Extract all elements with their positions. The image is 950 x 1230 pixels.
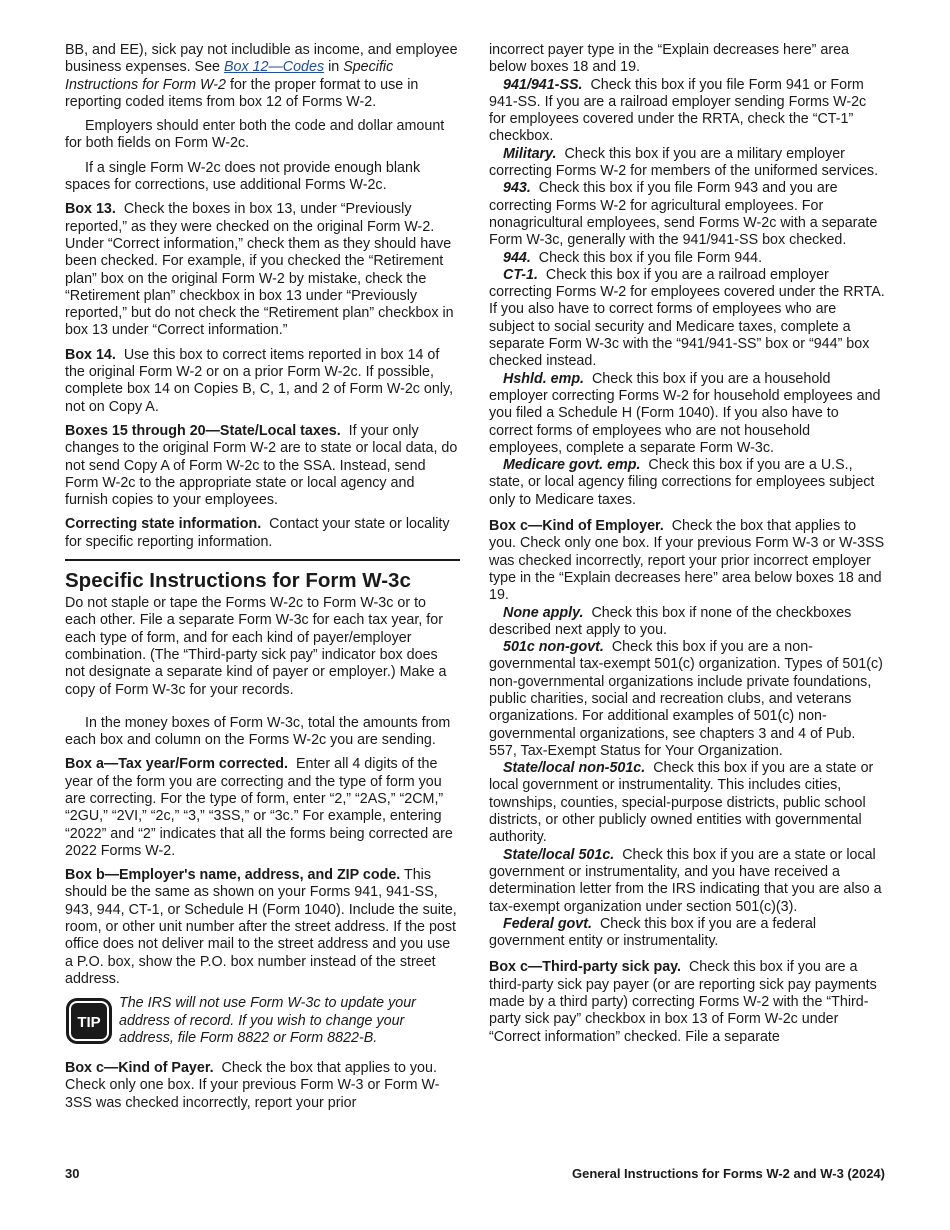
- paragraph-w3c-intro: Do not staple or tape the Forms W-2c to Form W-3c or to each other. File a separate Form W-3c for each tax year, for each type of form, and for each kind of payer/employer combination. (The “Third-party sick pay” indicator box does not designate a separate kind of payer or employer.) Make a copy of Form W-3c for your records.: [65, 595, 447, 698]
- paragraph-boxes15-20: Boxes 15 through 20—State/Local taxes. If your only changes to the original Form W-2 are to state or local data, do not send Copy A of Form W-2c to the SSA. Instead, send Form W-2c to the appropriate state or local agency and furnish copies to your employees.: [65, 422, 458, 509]
- paragraph-box-b: Box b—Employer's name, address, and ZIP code. This should be the same as shown on your Forms 941, 941-SS, 943, 944, CT-1, or Schedule H (Form 1040). Include the suite, room, or other unit number after the street address. If the post office does not deliver mail to the street address and you use a P.O. box, show the P.O. box number instead of the street address.: [65, 867, 457, 987]
- paragraph-box-c-payer: Box c—Kind of Payer. Check the box that applies to you. Check only one box. If your previous Form W-3 or Form W-3SS was checked incorrectly, report your prior: [65, 1060, 440, 1111]
- footer-title: General Instructions for Forms W-2 and W-3 (2024): [572, 1166, 885, 1181]
- paragraph-code-dollar: Employers should enter both the code and dollar amount for both fields on Form W-2c.: [65, 118, 445, 152]
- tip-icon: [65, 997, 113, 1045]
- paragraph-additional-forms: If a single Form W-2c does not provide enough blank spaces for corrections, use additional Forms W-2c.: [65, 159, 421, 194]
- employer-type-item: None apply. Check this box if none of the checkboxes described next apply to you.: [489, 604, 852, 638]
- section-heading: Specific Instructions for Form W-3c: [65, 569, 411, 593]
- employer-type-item: 501c non-govt. Check this box if you are a non-governmental tax-exempt 501(c) organization. Types of 501(c) non-governmental organizations include private foundations, public charities, social and recreation clubs, and veterans organizations. For additional examples of 501(c) non-governmental organizations, see chapters 3 and 4 of Pub. 557, Tax-Exempt Status for Your Organization.: [489, 639, 883, 759]
- payer-type-list: [489, 77, 885, 509]
- page-number: 30: [65, 1166, 80, 1181]
- payer-type-item: 941/941-SS. Check this box if you file Form 941 or Form 941-SS. If you are a railroad employer sending Forms W-2c for employees covered under the RRTA, check the “CT-1” checkbox.: [489, 76, 867, 145]
- section-divider: [65, 559, 460, 561]
- paragraph-box14: Box 14. Use this box to correct items reported in box 14 of the original Form W-2 or on a prior Form W-2c. If possible, complete box 14 on Copies B, C, 1, and 2 of Form W-2c only, not on Copy A.: [65, 346, 454, 415]
- right-column: [489, 42, 885, 1046]
- payer-type-item: Military. Check this box if you are a military employer correcting Forms W-2 for members of the uniformed services.: [489, 145, 879, 180]
- left-column: [65, 42, 460, 1119]
- payer-type-item: 943. Check this box if you file Form 943 and you are correcting Forms W-2 for agricultural employees. For nonagricultural employees, send Forms W-2c with a separate Form W-3c, generally with the 941/941-SS box checked.: [489, 180, 878, 249]
- employer-type-item: Federal govt. Check this box if you are a federal government entity or instrumentality.: [489, 915, 817, 950]
- paragraph-box-c-employer: Box c—Kind of Employer. Check the box that applies to you. Check only one box. If your previous Form W-3 or W-3SS was checked incorrectly, report your prior incorrect employer type in the “Explain decreases here” area below boxes 18 and 19.: [489, 518, 885, 604]
- employer-type-item: State/local 501c. Check this box if you are a state or local government or instrumentality, and you have received a determination letter from the IRS indicating that you are also a tax-exempt organization under section 501(c)(3).: [489, 846, 882, 915]
- paragraph-box12-codes: BB, and EE), sick pay not includible as income, and employee business expenses. See Box 12—Codes in Specific Instructions for Form W-2 for the proper format to use in reporting coded items from box 12 of Forms W-2.: [65, 42, 458, 110]
- paragraph-box13: Box 13. Check the boxes in box 13, under “Previously reported,” as they were checked on the original Form W-2. Under “Correct information,” check them as they should have been checked. For example, if you checked the “Retirement plan” box on the original Form W-2 by mistake, check the “Retirement plan” checkbox in box 13 under “Previously reported,” but do not check the “Retirement plan” checkbox in box 13 under “Correct information.”: [65, 201, 454, 339]
- payer-type-item: 944. Check this box if you file Form 944.: [503, 249, 763, 266]
- employer-type-item: State/local non-501c. Check this box if you are a state or local government or instrumentality. This includes cities, townships, counties, special-purpose districts, public school districts, or other publicly owned entities with governmental authority.: [489, 760, 874, 846]
- paragraph-money-boxes: In the money boxes of Form W-3c, total the amounts from each box and column on the Forms W-2c you are sending.: [65, 714, 451, 749]
- payer-type-item: Hshld. emp. Check this box if you are a household employer correcting Forms W-2 for household employees and you filed a Schedule H (Form 1040). If you also have to correct forms of employees who are not household employees, complete a separate Form W-3c.: [489, 370, 881, 456]
- paragraph-box-c-sick-pay: Box c—Third-party sick pay. Check this box if you are a third-party sick pay payer (or are reporting sick pay payments made by a third party) correcting Forms W-2 with the “Third-party sick pay” checkbox in box 13 of Form W-2c under “Correct information” checked. File a separate: [489, 959, 877, 1045]
- tip-label: TIP: [77, 1014, 101, 1032]
- box12-codes-link[interactable]: Box 12—Codes: [223, 59, 325, 76]
- paragraph-box-a: Box a—Tax year/Form corrected. Enter all 4 digits of the year of the form you are correcting and the type of form you are correcting. For the type of form, enter “2,” “2AS,” “2CM,” “2GU,” “2VI,” “2c,” “3,” “3SS,” or “3c.” For example, entering “2022” and “2” indicates that all the forms being corrected are 2022 Forms W-2.: [65, 756, 453, 859]
- paragraph-continued: incorrect payer type in the “Explain decreases here” area below boxes 18 and 19.: [489, 42, 849, 76]
- payer-type-item: CT-1. Check this box if you are a railroad employer correcting Forms W-2 for employees covered under the RRTA. If you also have to correct forms of employees who are subject to social security and Medicare taxes, complete a separate Form W-3c with the “941/941-SS” box or “944” box checked instead.: [489, 266, 885, 370]
- tip-callout: [65, 995, 460, 1047]
- employer-type-list: [489, 605, 885, 951]
- tip-text: The IRS will not use Form W-3c to update your address of record. If you wish to change your address, file Form 8822 or Form 8822-B.: [119, 995, 416, 1046]
- paragraph-correcting-state: Correcting state information. Contact your state or locality for specific reporting information.: [65, 516, 450, 550]
- payer-type-item: Medicare govt. emp. Check this box if you are a U.S., state, or local agency filing corrections for employees subject only to Medicare taxes.: [489, 457, 875, 508]
